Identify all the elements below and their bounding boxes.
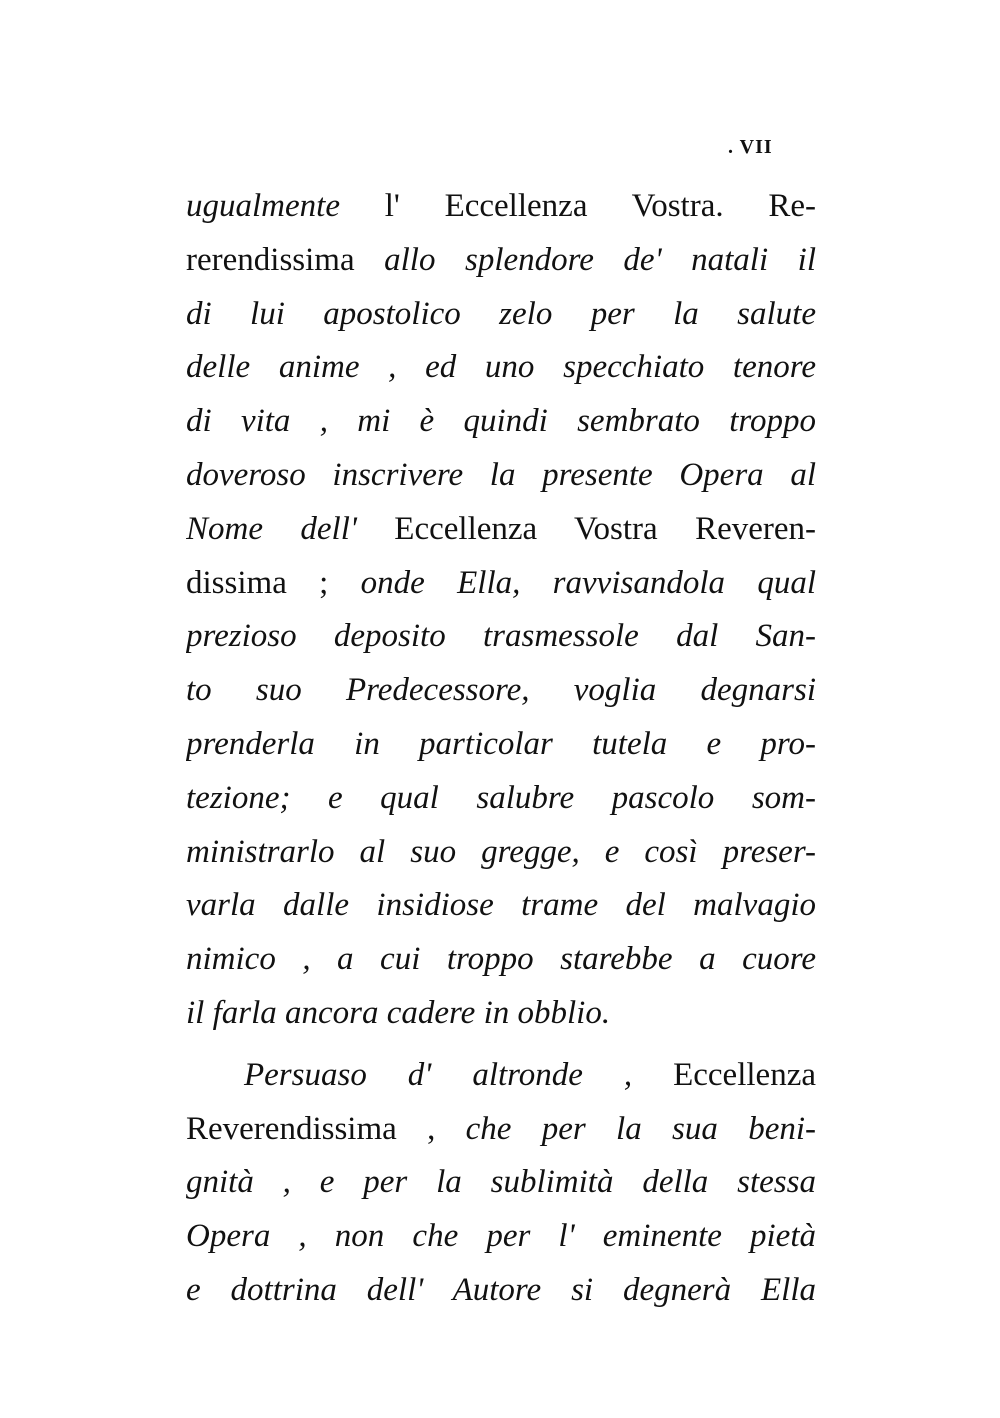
text-line: tezione; e qual salubre pascolo som- [186,779,816,816]
text-line: di vita , mi è quindi sembrato troppo [186,403,816,440]
text-line: Opera , non che per l' eminente pietà [186,1218,816,1255]
text-line: varla dalle insidiose trame del malvagio [186,887,816,924]
text-line: Nome dell' Eccellenza Vostra Reveren- [186,510,816,547]
text-line: nimico , a cui troppo starebbe a cuore [186,941,816,978]
text-line: gnità , e per la sublimità della stessa [186,1164,816,1201]
text-line: Reverendissima , che per la sua beni- [186,1110,816,1147]
text-line: e dottrina dell' Autore si degnerà Ella [186,1271,816,1308]
text-line: di lui apostolico zelo per la salute [186,295,816,332]
text-line: prenderla in particolar tutela e pro- [186,725,816,762]
text-line: ministrarlo al suo gregge, e così preser- [186,833,816,870]
text-line: il farla ancora cadere in obblio. [186,994,611,1031]
text-line: to suo Predecessore, voglia degnarsi [186,672,816,709]
paragraph-1 [186,180,816,1041]
text-line: delle anime , ed uno specchiato tenore [186,349,816,386]
paragraph-2 [186,1049,816,1318]
text-line: Persuaso d' altronde , Eccellenza [244,1056,816,1093]
paragraph-gap [186,1041,816,1049]
text-line: dissima ; onde Ella, ravvisandola qual [186,564,816,601]
body-text [186,180,816,1318]
page-number: . VII [728,136,773,158]
text-line: rerendissima allo splendore de' natali il [186,241,816,278]
text-line: ugualmente l' Eccellenza Vostra. Re- [186,188,816,224]
text-line: prezioso deposito trasmessole dal San- [186,618,816,655]
text-line: doveroso inscrivere la presente Opera al [186,456,816,493]
